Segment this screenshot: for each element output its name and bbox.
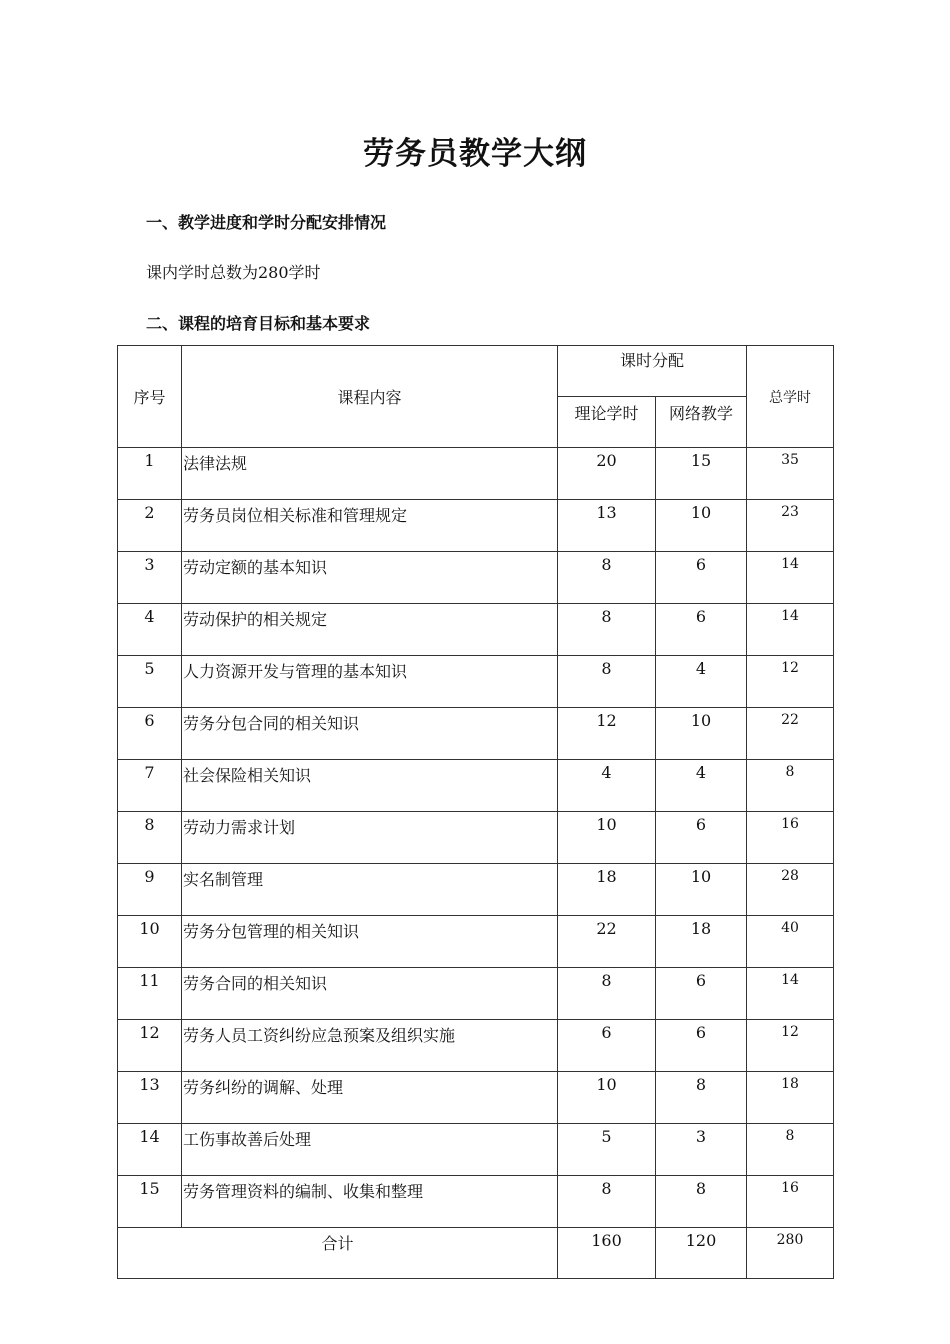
row-network-hours: 8 [656, 1072, 747, 1124]
row-total-hours: 16 [747, 812, 834, 864]
table-row [118, 916, 834, 968]
header-network: 网络教学 [656, 397, 747, 448]
row-seq: 12 [118, 1020, 182, 1072]
row-seq: 13 [118, 1072, 182, 1124]
row-network-hours: 4 [656, 760, 747, 812]
row-theory-hours: 8 [558, 604, 656, 656]
table-row [118, 552, 834, 604]
row-total-hours: 14 [747, 552, 834, 604]
row-seq: 6 [118, 708, 182, 760]
row-course-name: 劳动保护的相关规定 [182, 604, 558, 656]
row-seq: 15 [118, 1176, 182, 1228]
row-course-name: 劳务人员工资纠纷应急预案及组织实施 [182, 1020, 558, 1072]
row-seq: 7 [118, 760, 182, 812]
summary-network: 120 [656, 1228, 747, 1279]
row-network-hours: 10 [656, 864, 747, 916]
header-total: 总学时 [747, 346, 834, 448]
row-course-name: 劳动定额的基本知识 [182, 552, 558, 604]
row-theory-hours: 18 [558, 864, 656, 916]
row-theory-hours: 8 [558, 968, 656, 1020]
row-total-hours: 8 [747, 1124, 834, 1176]
row-course-name: 社会保险相关知识 [182, 760, 558, 812]
table-row [118, 448, 834, 500]
row-course-name: 劳动力需求计划 [182, 812, 558, 864]
section-heading-objectives: 二、课程的培育目标和基本要求 [146, 314, 371, 333]
row-network-hours: 18 [656, 916, 747, 968]
row-total-hours: 16 [747, 1176, 834, 1228]
row-seq: 3 [118, 552, 182, 604]
row-total-hours: 12 [747, 656, 834, 708]
table-row [118, 1072, 834, 1124]
row-total-hours: 23 [747, 500, 834, 552]
table-row [118, 1020, 834, 1072]
row-course-name: 劳务员岗位相关标准和管理规定 [182, 500, 558, 552]
table-row [118, 500, 834, 552]
row-seq: 1 [118, 448, 182, 500]
row-seq: 10 [118, 916, 182, 968]
row-theory-hours: 8 [558, 1176, 656, 1228]
row-theory-hours: 8 [558, 656, 656, 708]
table-row [118, 656, 834, 708]
row-course-name: 工伤事故善后处理 [182, 1124, 558, 1176]
table-row [118, 812, 834, 864]
table-row [118, 708, 834, 760]
table-row [118, 760, 834, 812]
row-course-name: 劳务合同的相关知识 [182, 968, 558, 1020]
row-network-hours: 10 [656, 500, 747, 552]
row-total-hours: 40 [747, 916, 834, 968]
row-theory-hours: 12 [558, 708, 656, 760]
row-total-hours: 22 [747, 708, 834, 760]
row-network-hours: 6 [656, 1020, 747, 1072]
row-seq: 2 [118, 500, 182, 552]
row-theory-hours: 20 [558, 448, 656, 500]
row-course-name: 实名制管理 [182, 864, 558, 916]
document-title: 劳务员教学大纲 [363, 136, 587, 172]
total-hours-paragraph: 课内学时总数为280学时 [146, 263, 321, 282]
table-row [118, 968, 834, 1020]
row-network-hours: 4 [656, 656, 747, 708]
course-hours-table [117, 345, 834, 1279]
header-theory: 理论学时 [558, 397, 656, 448]
summary-theory: 160 [558, 1228, 656, 1279]
row-theory-hours: 8 [558, 552, 656, 604]
row-course-name: 劳务分包管理的相关知识 [182, 916, 558, 968]
table-row [118, 1124, 834, 1176]
row-seq: 9 [118, 864, 182, 916]
header-content: 课程内容 [182, 346, 558, 448]
summary-row [118, 1228, 834, 1279]
row-seq: 5 [118, 656, 182, 708]
row-theory-hours: 10 [558, 1072, 656, 1124]
row-theory-hours: 22 [558, 916, 656, 968]
row-network-hours: 8 [656, 1176, 747, 1228]
row-course-name: 人力资源开发与管理的基本知识 [182, 656, 558, 708]
row-theory-hours: 13 [558, 500, 656, 552]
summary-total: 280 [747, 1228, 834, 1279]
row-course-name: 法律法规 [182, 448, 558, 500]
row-theory-hours: 10 [558, 812, 656, 864]
row-course-name: 劳务分包合同的相关知识 [182, 708, 558, 760]
row-seq: 4 [118, 604, 182, 656]
row-network-hours: 6 [656, 552, 747, 604]
row-total-hours: 14 [747, 604, 834, 656]
row-network-hours: 10 [656, 708, 747, 760]
table-header-row [118, 346, 834, 397]
row-total-hours: 14 [747, 968, 834, 1020]
table-row [118, 864, 834, 916]
row-theory-hours: 4 [558, 760, 656, 812]
row-network-hours: 6 [656, 812, 747, 864]
row-course-name: 劳务管理资料的编制、收集和整理 [182, 1176, 558, 1228]
row-network-hours: 15 [656, 448, 747, 500]
row-network-hours: 6 [656, 968, 747, 1020]
row-network-hours: 3 [656, 1124, 747, 1176]
table-row [118, 1176, 834, 1228]
row-seq: 11 [118, 968, 182, 1020]
header-allocation: 课时分配 [558, 346, 747, 397]
summary-label: 合计 [118, 1228, 558, 1279]
row-total-hours: 18 [747, 1072, 834, 1124]
row-theory-hours: 6 [558, 1020, 656, 1072]
row-course-name: 劳务纠纷的调解、处理 [182, 1072, 558, 1124]
row-total-hours: 12 [747, 1020, 834, 1072]
row-total-hours: 35 [747, 448, 834, 500]
row-seq: 14 [118, 1124, 182, 1176]
row-theory-hours: 5 [558, 1124, 656, 1176]
row-network-hours: 6 [656, 604, 747, 656]
section-heading-schedule: 一、教学进度和学时分配安排情况 [146, 213, 387, 232]
row-seq: 8 [118, 812, 182, 864]
row-total-hours: 8 [747, 760, 834, 812]
header-seq: 序号 [118, 346, 182, 448]
row-total-hours: 28 [747, 864, 834, 916]
table-row [118, 604, 834, 656]
